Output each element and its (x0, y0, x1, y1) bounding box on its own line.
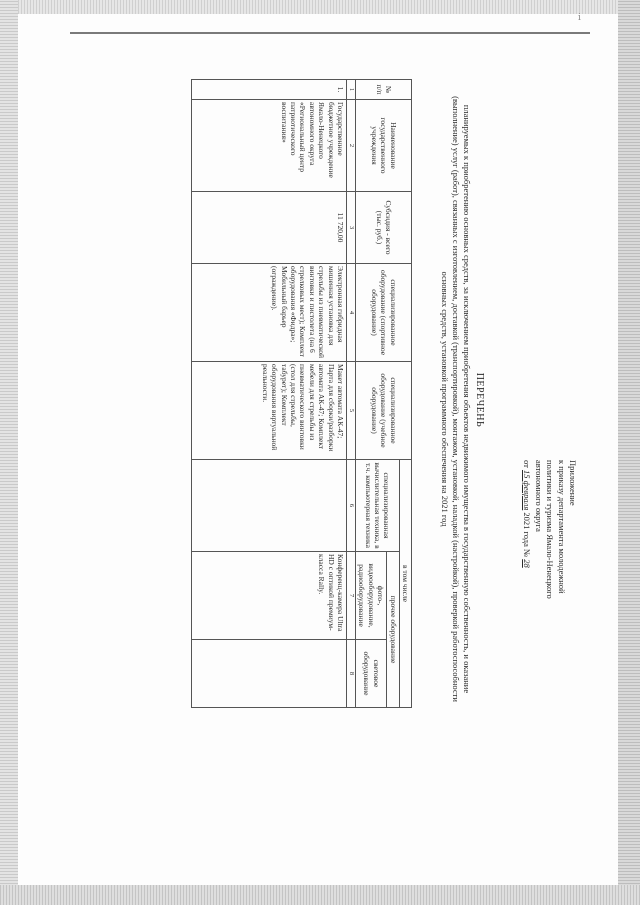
appendix-date (521, 460, 532, 675)
cell-special-training: Макет автомата АК-47; Парта для сборки/разборки автомата АК-47; Комплект мебели для стрельбы из пневматического винтовки (стол для стрельбы, табурет); Комплект оборудования виртуальной реальности. (192, 362, 347, 460)
scan-edge-right (618, 0, 640, 905)
appendix-line3: политики и туризма Ямало-Ненецкого (545, 460, 556, 599)
cell-institution: Государственное бюджетное учреждение Ямало-Ненецкого автономного округа «Региональный центр патриотического воспитания» (192, 100, 347, 192)
document-page (110, 75, 590, 725)
appendix-line2: к приказу департамента молодежной (556, 460, 567, 594)
col-number: 3 (347, 192, 356, 264)
scan-mark: ⅰ (578, 12, 581, 22)
cell-no: 1. (192, 80, 347, 100)
cell-photo-video: Конференц-камера Ultra HD с оптикой премиум-класса Rally. (192, 552, 347, 640)
header-special-equipment: специализированное оборудование (спортивное оборудование) (356, 264, 412, 362)
top-rule (70, 32, 590, 34)
col-number: 7 (347, 552, 356, 640)
appendix-line4: автономного округа (533, 460, 544, 532)
header-special-computing: специализированная вычислительная техника, в т.ч. компьютерная техника (356, 460, 400, 552)
header-photo-video: фото-, видеооборудование, радиооборудование (356, 552, 387, 640)
document-subtitle: планируемых к приобретению основных средств, за исключением приобретения объектов недвижимого имущества в государственную собственность, и оказание (выполнение) услуг (работ), связанных с изготовлением, доставкой (транспортировкой), монтажом, установкой, наладкой (настройкой), проверкой работоспособности основных средств, установкой программного обеспечения на 2021 год (439, 96, 472, 702)
col-number: 2 (347, 100, 356, 192)
appendix-date-day: 15 февраля (522, 469, 533, 511)
table-header-row-1 (399, 80, 411, 708)
appendix-date-year: 2021 года № (522, 512, 533, 558)
header-institution: Наименование государственного учреждения (356, 100, 412, 192)
header-other: прочее оборудование (387, 552, 399, 708)
cell-lighting (192, 640, 347, 708)
cell-subsidy: 11 720,00 (192, 192, 347, 264)
appendix-line1: Приложение (568, 460, 578, 506)
header-special-training: специализированное оборудование (учебное оборудование) (356, 362, 412, 460)
header-lighting: световое оборудование (356, 640, 387, 708)
equipment-table (191, 79, 412, 708)
column-number-row (347, 80, 356, 708)
header-no: № п/п (356, 80, 412, 100)
table-row (192, 80, 347, 708)
cell-special-equipment: Электронная гибридная мишенная установка для стрельбы из пневматической винтовки и пистолета (на 6 стрелковых мест); Комплект оборудования «Фидра»; Мобильный барьер (ограждение). (192, 264, 347, 362)
appendix-number: 28 (522, 559, 533, 568)
col-number: 1 (347, 80, 356, 100)
header-subsidy: Субсидия - всего (тыс. руб.) (356, 192, 412, 264)
scan-edge-bottom (0, 885, 640, 905)
col-number: 6 (347, 460, 356, 552)
scan-edge-top (0, 0, 640, 14)
header-including: в том числе (399, 460, 411, 708)
col-number: 8 (347, 640, 356, 708)
scan-edge-left (0, 0, 18, 905)
col-number: 5 (347, 362, 356, 460)
appendix-block (521, 460, 578, 675)
col-number: 4 (347, 264, 356, 362)
document-title: ПЕРЕЧЕНЬ (474, 372, 485, 428)
cell-special-computing (192, 460, 347, 552)
appendix-date-prefix: от (522, 460, 533, 468)
